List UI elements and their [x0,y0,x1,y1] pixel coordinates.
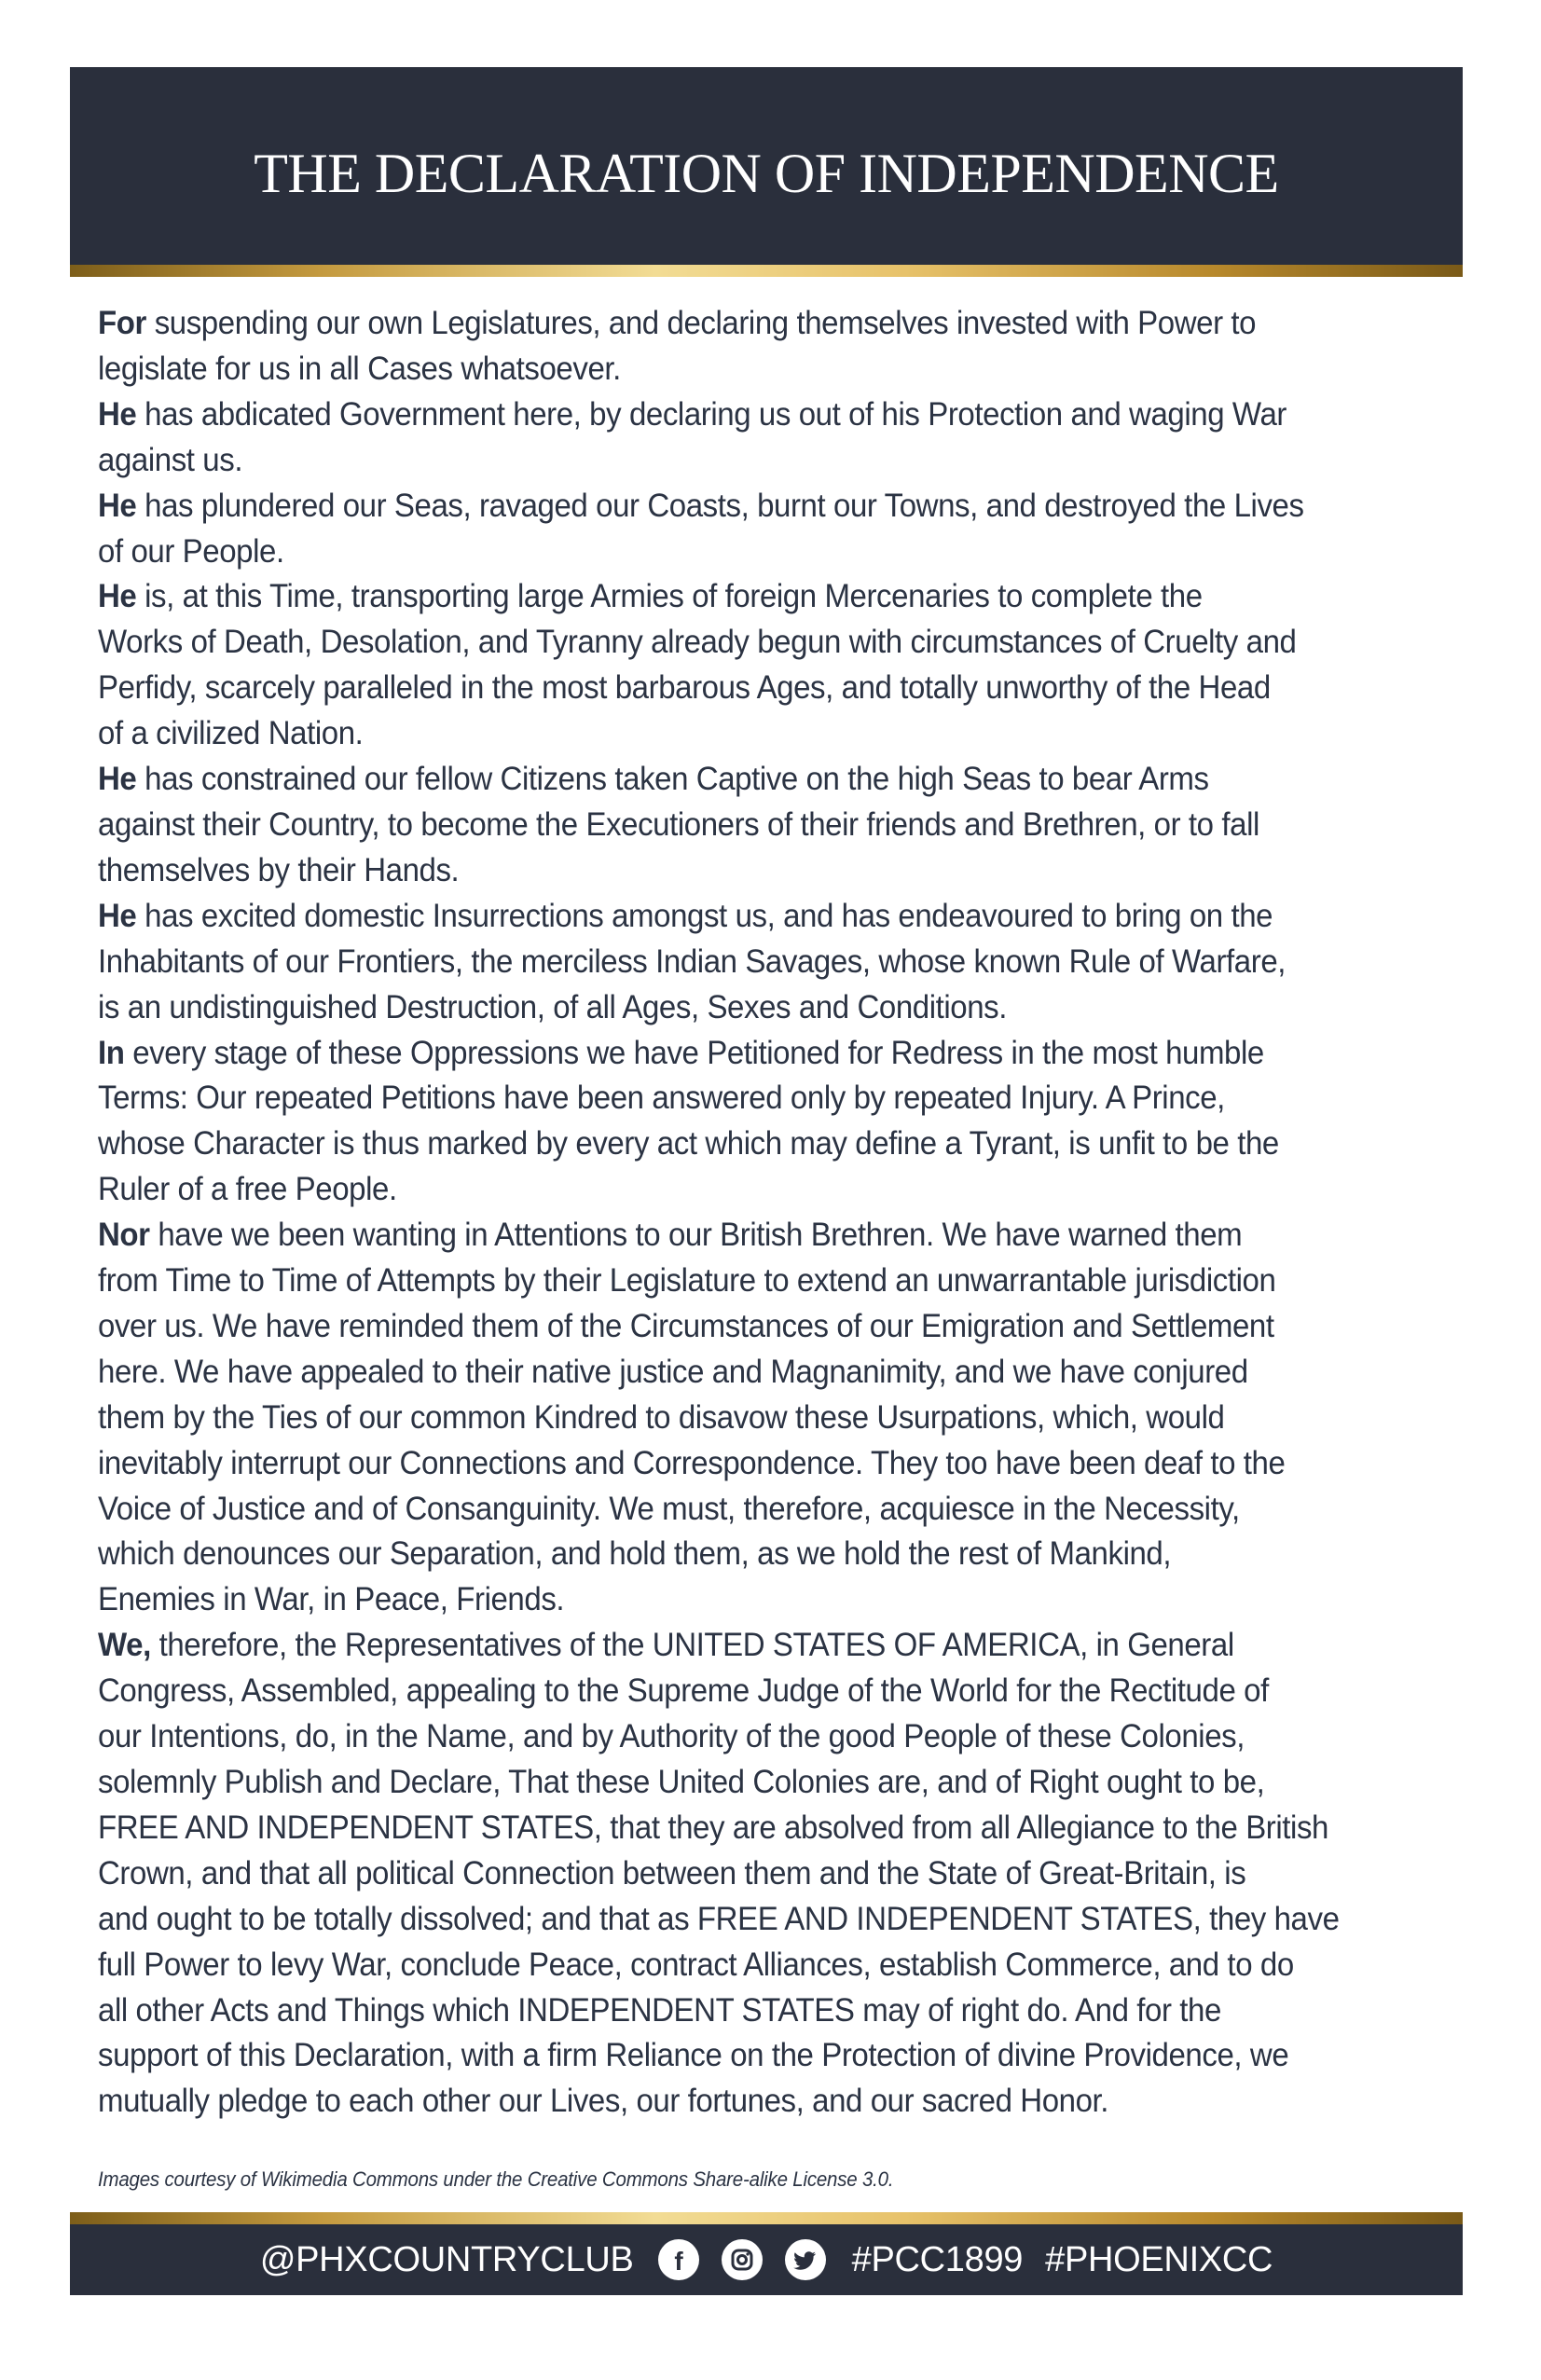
declaration-text [98,300,1372,2124]
text-line [98,619,1372,665]
paragraph-lead-word: He [98,486,137,524]
line-text: every stage of these Oppressions we have Petitioned for Redress in the most humble [124,1033,1264,1071]
line-text: against us. [98,440,243,478]
line-text: has constrained our fellow Citizens taken Captive on the high Seas to bear Arms [136,760,1209,798]
text-line [98,710,1372,756]
paragraph-lead-word: He [98,577,137,615]
line-text: of our People. [98,531,284,570]
line-text: Ruler of a free People. [98,1170,397,1208]
text-line [98,802,1372,847]
text-line [98,665,1372,710]
line-text: whose Character is thus marked by every act which may define a Tyrant, is unfit to be the [98,1124,1279,1162]
text-line [98,1212,1372,1258]
line-text: from Time to Time of Attempts by their Legislature to extend an unwarrantable jurisdiction [98,1261,1276,1300]
paragraph-lead-word: He [98,394,137,433]
line-text: legislate for us in all Cases whatsoever. [98,349,621,387]
text-line [98,1988,1372,2033]
line-text: inevitably interrupt our Connections and Correspondence. They too have been deaf to the [98,1443,1286,1481]
text-line [98,1805,1372,1850]
line-text: is, at this Time, transporting large Armies of foreign Mercenaries to complete the [136,577,1203,615]
text-line [98,437,1372,483]
text-line [98,1576,1372,1622]
line-text: Voice of Justice and of Consanguinity. We must, therefore, acquiesce in the Necessity, [98,1489,1240,1527]
text-line [98,483,1372,529]
social-handle[interactable]: @PHXCOUNTRYCLUB [259,2239,634,2279]
line-text: suspending our own Legislatures, and declaring themselves invested with Power to [145,304,1257,341]
text-line [98,1622,1372,1668]
text-line [98,346,1372,392]
line-text: Enemies in War, in Peace, Friends. [98,1580,565,1618]
header-banner [70,67,1463,265]
line-text: have we been wanting in Attentions to our British Brethren. We have warned them [149,1216,1243,1254]
line-text: Crown, and that all political Connection between them and the State of Great-Britain, is [98,1853,1246,1892]
paragraph-lead-word: Nor [98,1216,150,1254]
paragraph-lead-word: He [98,760,137,798]
text-line [98,1349,1372,1395]
svg-text:f: f [673,2247,683,2276]
text-line [98,1531,1372,1576]
text-line [98,2032,1372,2078]
text-line [98,1713,1372,1759]
line-text: Works of Death, Desolation, and Tyranny already begun with circumstances of Cruelty and [98,623,1297,661]
text-line [98,1395,1372,1440]
text-line [98,1486,1372,1532]
line-text: mutually pledge to each other our Lives, our fortunes, and our sacred Honor. [98,2082,1109,2120]
line-text: is an undistinguished Destruction, of all Ages, Sexes and Conditions. [98,987,1008,1025]
page-title: THE DECLARATION OF INDEPENDENCE [254,142,1279,204]
paragraph-lead-word: For [98,304,146,341]
text-line [98,1440,1372,1486]
line-text: here. We have appealed to their native justice and Magnanimity, and we have conjured [98,1352,1248,1390]
text-line [98,573,1372,619]
line-text: full Power to levy War, conclude Peace, contract Alliances, establish Commerce, and to do [98,1945,1294,1983]
text-line [98,1030,1372,1076]
paragraph-lead-word: In [98,1033,125,1071]
text-line [98,939,1372,984]
text-line [98,1759,1372,1805]
line-text: has excited domestic Insurrections amongst us, and has endeavoured to bring on the [136,896,1273,934]
text-line [98,392,1372,437]
text-line [98,529,1372,574]
twitter-icon[interactable] [785,2239,826,2280]
text-line [98,1896,1372,1942]
facebook-icon[interactable] [658,2239,699,2280]
paragraph-lead-word: He [98,896,137,934]
line-text: against their Country, to become the Executioners of their friends and Brethren, or to fall [98,805,1259,843]
text-line [98,1075,1372,1121]
text-line [98,1850,1372,1896]
line-text: our Intentions, do, in the Name, and by Authority of the good People of these Colonies, [98,1717,1245,1755]
line-text: of a civilized Nation. [98,714,364,752]
social-footer [70,2224,1463,2295]
line-text: and ought to be totally dissolved; and that as FREE AND INDEPENDENT STATES, they have [98,1899,1340,1937]
text-line [98,893,1372,939]
line-text: all other Acts and Things which INDEPENDENT STATES may of right do. And for the [98,1990,1221,2029]
paragraph-lead-word: We, [98,1626,151,1664]
line-text: support of this Declaration, with a firm Reliance on the Protection of divine Providence, we [98,2036,1289,2074]
text-line [98,1121,1372,1166]
line-text: themselves by their Hands. [98,850,460,888]
line-text: Perfidy, scarcely paralleled in the most barbarous Ages, and totally unworthy of the Head [98,668,1271,707]
line-text: Terms: Our repeated Petitions have been answered only by repeated Injury. A Prince, [98,1079,1225,1117]
text-line [98,300,1372,346]
text-line [98,756,1372,802]
text-line [98,847,1372,893]
line-text: therefore, the Representatives of the UNITED STATES OF AMERICA, in General [150,1626,1234,1664]
line-text: which denounces our Separation, and hold them, as we hold the rest of Mankind, [98,1534,1172,1573]
text-line [98,1258,1372,1303]
line-text: them by the Ties of our common Kindred to disavow these Usurpations, which, would [98,1397,1225,1436]
gold-divider-top [70,265,1463,277]
line-text: Congress, Assembled, appealing to the Supreme Judge of the World for the Rectitude of [98,1672,1269,1710]
line-text: Inhabitants of our Frontiers, the merciless Indian Savages, whose known Rule of Warfare, [98,942,1286,980]
text-line [98,1668,1372,1713]
line-text: solemnly Publish and Declare, That these United Colonies are, and of Right ought to be, [98,1763,1265,1800]
hashtag[interactable]: #PHOENIXCC [1045,2239,1273,2279]
social-icons [658,2239,826,2280]
line-text: has abdicated Government here, by declaring us out of his Protection and waging War [136,394,1286,433]
text-line [98,1166,1372,1212]
line-text: over us. We have reminded them of the Circumstances of our Emigration and Settlement [98,1306,1274,1344]
line-text: FREE AND INDEPENDENT STATES, that they are absolved from all Allegiance to the British [98,1808,1329,1846]
text-line [98,1942,1372,1988]
gold-divider-bottom [70,2212,1463,2224]
instagram-icon[interactable] [722,2239,763,2280]
hashtag[interactable]: #PCC1899 [851,2239,1024,2279]
text-line [98,2078,1372,2124]
text-line [98,1303,1372,1349]
line-text: has plundered our Seas, ravaged our Coasts, burnt our Towns, and destroyed the Lives [136,486,1304,524]
text-line [98,984,1372,1030]
image-credit: Images courtesy of Wikimedia Commons under the Creative Commons Share-alike License 3.0. [98,2167,894,2191]
